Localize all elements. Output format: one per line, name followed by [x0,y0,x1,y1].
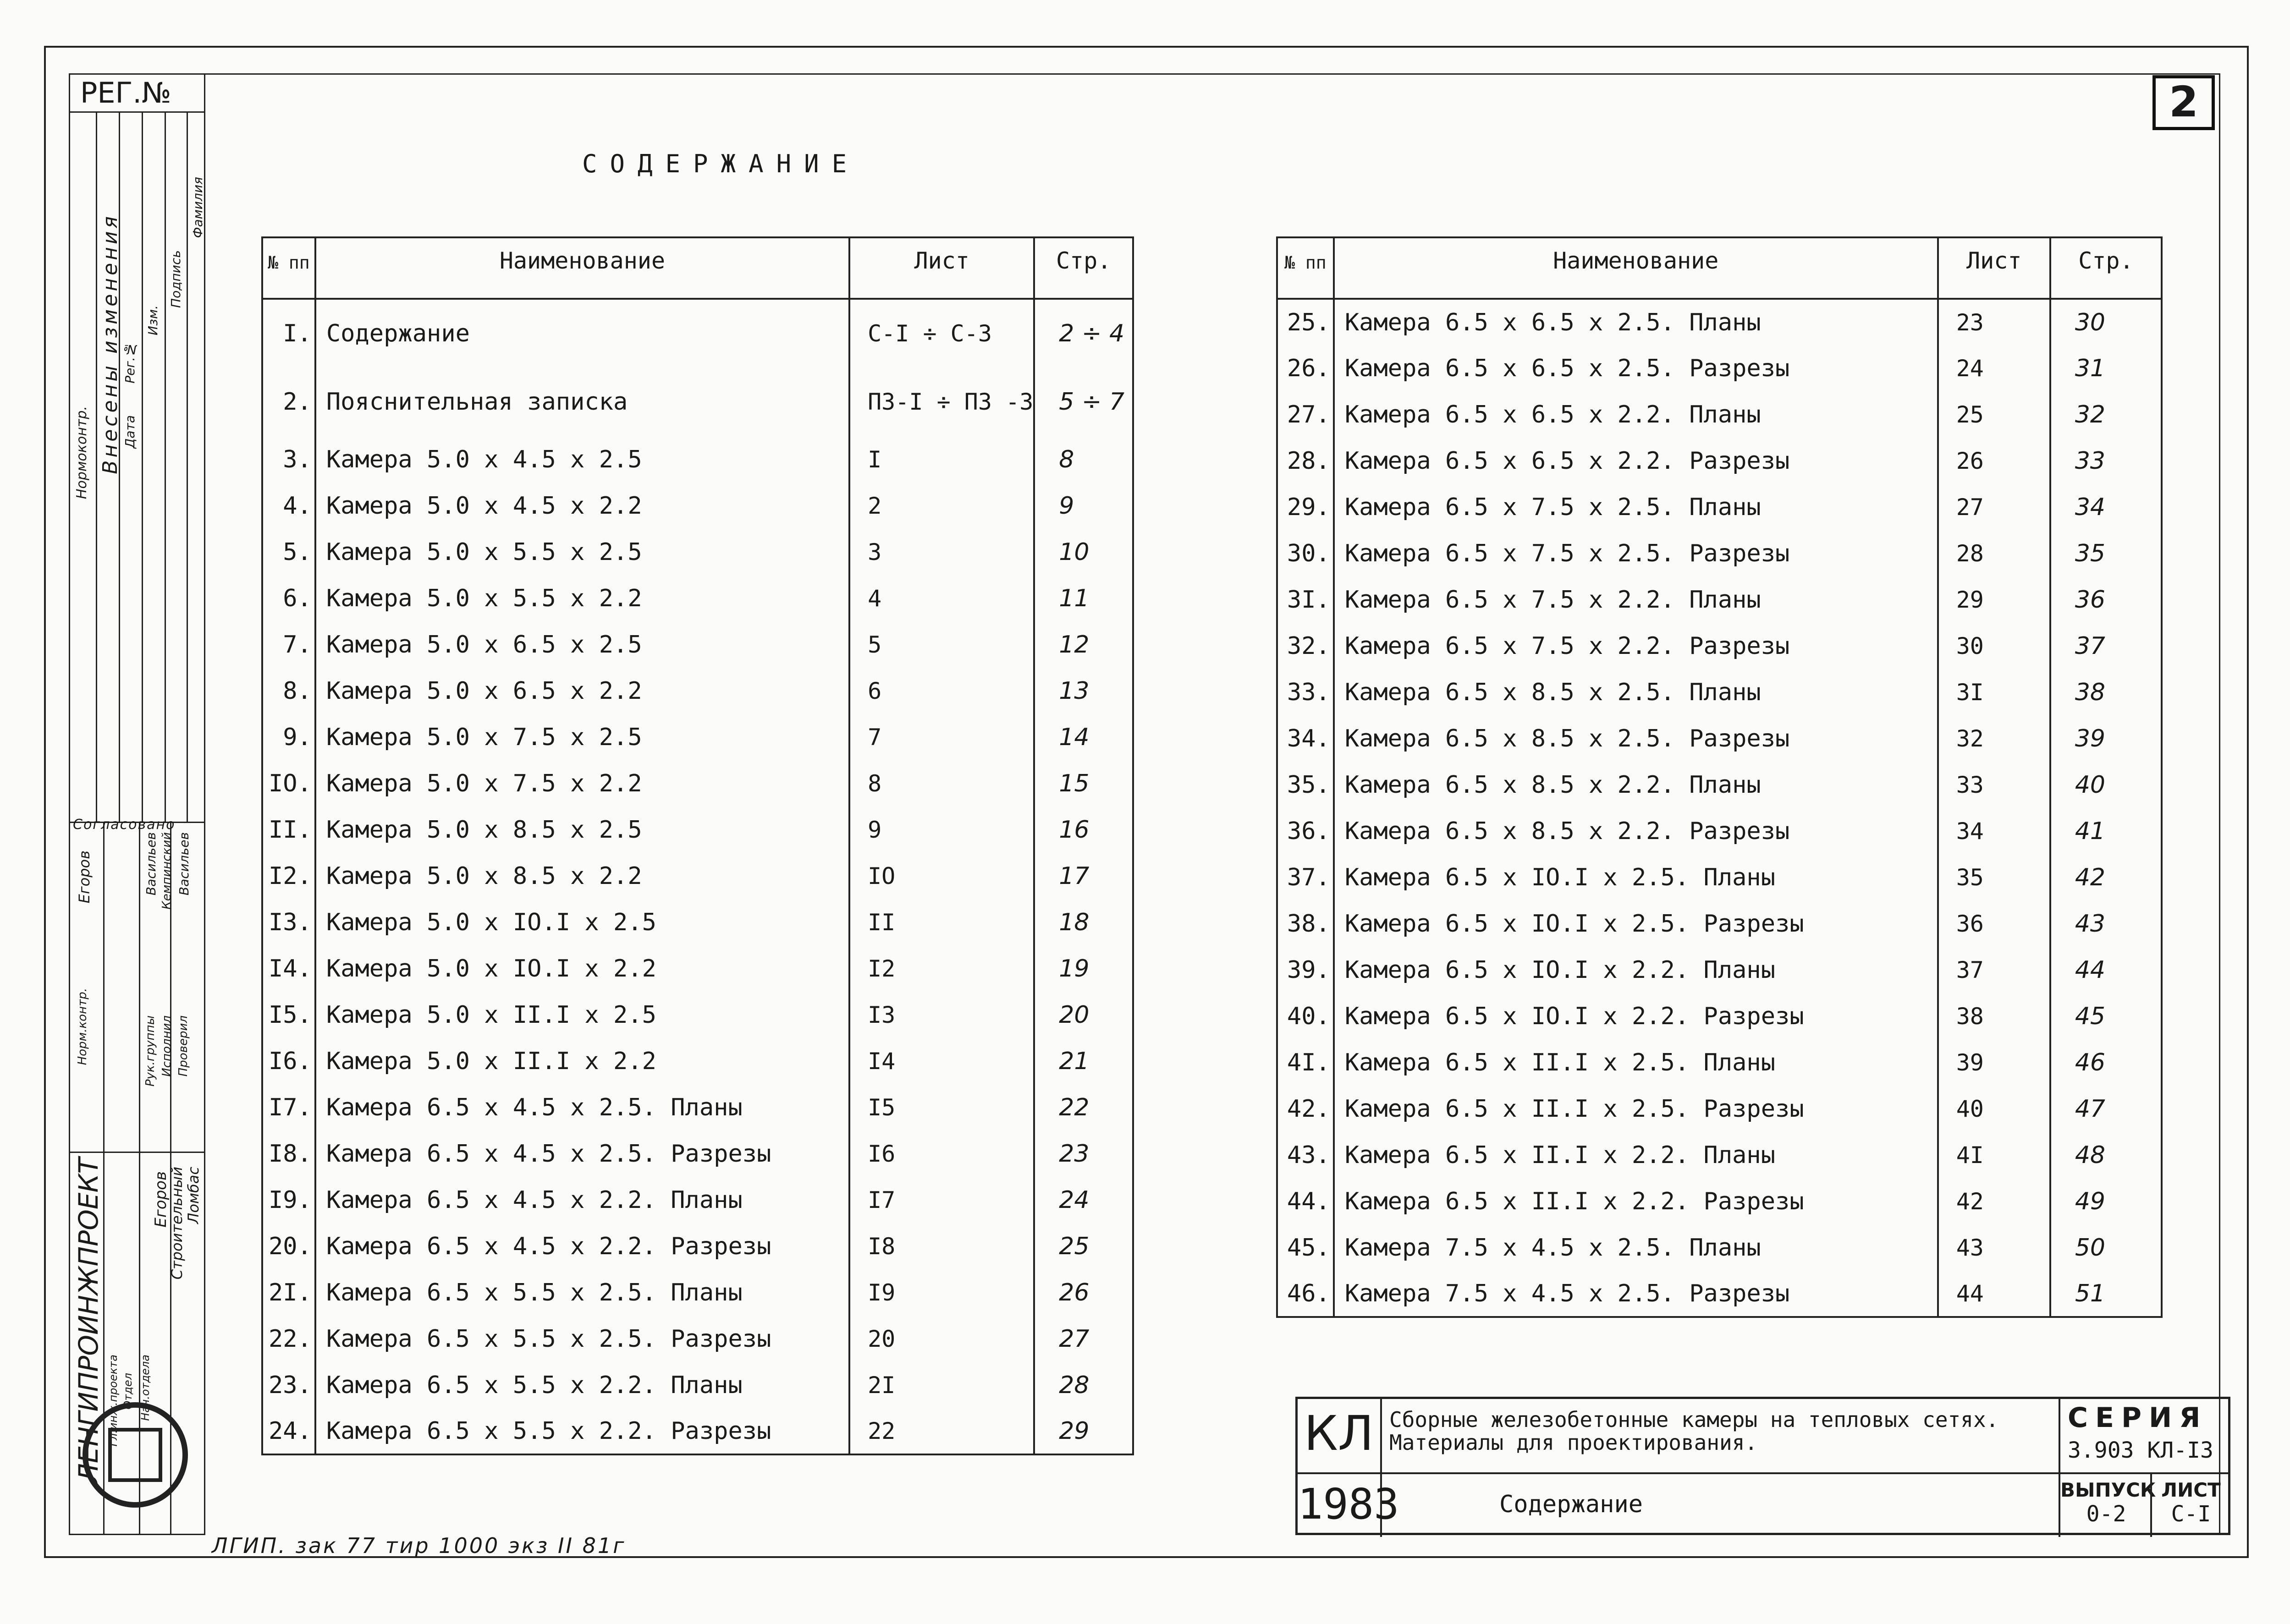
toc-row-name: Пояснительная записка [315,368,849,436]
toc-row-sheet: I3 [849,992,1034,1038]
toc-row-page: 20 [1034,992,1133,1038]
toc-row-name: Камера 6.5 х IO.I х 2.5. Разрезы [1334,900,1938,947]
toc-row-number: I2. [262,853,315,899]
toc-row-name: Камера 6.5 х 5.5 х 2.2. Планы [315,1362,849,1408]
toc-row-page: 28 [1034,1362,1133,1408]
approval-box [69,817,205,1153]
toc-row-number: I3. [262,899,315,945]
header-num: № пп [262,237,315,299]
toc-row-number: 9. [262,714,315,760]
toc-row-sheet: I7 [849,1177,1034,1223]
toc-row-name: Камера 5.0 х 4.5 х 2.5 [315,436,849,483]
toc-row-page: 19 [1034,945,1133,992]
toc-row-number: I5. [262,992,315,1038]
toc-row-page: 8 [1034,436,1133,483]
toc-row [262,1130,1133,1177]
toc-right-body [1277,299,2162,1317]
toc-row-number: 43. [1277,1132,1334,1178]
toc-row-sheet: 24 [1938,345,2050,391]
toc-row-sheet: I9 [849,1269,1034,1316]
toc-row-number: 4I. [1277,1039,1334,1086]
dept-value-0: Егоров [152,1171,170,1228]
sheet-value: С-I [2171,1501,2211,1527]
toc-row-name: Камера 6.5 х 6.5 х 2.5. Планы [1334,299,1938,345]
toc-row [1277,669,2162,715]
toc-row-number: I4. [262,945,315,992]
toc-row-name: Камера 6.5 х 7.5 х 2.5. Разрезы [1334,530,1938,576]
toc-row-name: Камера 6.5 х 5.5 х 2.5. Разрезы [315,1316,849,1362]
organization-logo [83,1402,188,1508]
toc-row-sheet: 2I [849,1362,1034,1408]
toc-row-name: Камера 6.5 х 8.5 х 2.2. Планы [1334,762,1938,808]
toc-row-number: 39. [1277,947,1334,993]
title-block [1295,1397,2230,1535]
toc-row-name: Камера 6.5 х II.I х 2.2. Планы [1334,1132,1938,1178]
toc-row-sheet: 32 [1938,715,2050,762]
toc-row-page: 5 ÷ 7 [1034,368,1133,436]
toc-row-number: 33. [1277,669,1334,715]
toc-row-sheet: 3I [1938,669,2050,715]
org-name: ЛЕНГИПРОИНЖПРОЕКТ [73,1158,104,1483]
toc-row-page: 35 [2050,530,2162,576]
toc-row-page: 27 [1034,1316,1133,1362]
toc-row-page: 9 [1034,483,1133,529]
toc-row [1277,345,2162,391]
toc-row-number: 30. [1277,530,1334,576]
toc-row-name: Камера 6.5 х 5.5 х 2.5. Планы [315,1269,849,1316]
series-label: СЕРИЯ [2068,1402,2208,1434]
sheet-number: 2 [2152,75,2215,130]
toc-row-name: Камера 6.5 х 4.5 х 2.5. Планы [315,1084,849,1130]
toc-row [1277,1086,2162,1132]
toc-row-page: 23 [1034,1130,1133,1177]
toc-row [262,1038,1133,1084]
toc-row-sheet: 2 [849,483,1034,529]
approvals-role-2: Исполнил [160,1015,174,1077]
toc-row-page: 26 [1034,1269,1133,1316]
toc-row-sheet: 26 [1938,438,2050,484]
header-page: Стр. [2050,237,2162,299]
toc-row [262,714,1133,760]
toc-row-number: 40. [1277,993,1334,1039]
toc-row-page: 33 [2050,438,2162,484]
toc-row [1277,762,2162,808]
reg-label: РЕГ.№ [69,73,205,113]
toc-row-name: Камера 5.0 х 6.5 х 2.5 [315,621,849,668]
toc-row-name: Камера 5.0 х 4.5 х 2.2 [315,483,849,529]
page-title: СОДЕРЖАНИЕ [582,149,860,178]
toc-row-sheet: I [849,436,1034,483]
approvals-role-3: Проверил [176,1015,190,1077]
toc-row-page: 51 [2050,1271,2162,1317]
toc-row-sheet: 44 [1938,1271,2050,1317]
toc-row-number: 37. [1277,854,1334,900]
toc-row [262,529,1133,575]
changes-col-signature: Подпись [168,250,183,308]
issue-label: ВЫПУСК [2060,1479,2156,1501]
toc-row-page: 21 [1034,1038,1133,1084]
toc-row-name: Камера 5.0 х 7.5 х 2.5 [315,714,849,760]
toc-row-page: 49 [2050,1178,2162,1224]
toc-row-number: I. [262,299,315,368]
approvals-role-1: Рук.группы [143,1015,157,1087]
toc-row-page: 2 ÷ 4 [1034,299,1133,368]
toc-row-name: Камера 5.0 х 7.5 х 2.2 [315,760,849,807]
toc-row-name: Содержание [315,299,849,368]
toc-row-name: Камера 6.5 х 5.5 х 2.2. Разрезы [315,1408,849,1454]
toc-row [262,436,1133,483]
changes-box [69,113,205,823]
toc-row-page: 36 [2050,576,2162,623]
toc-row-sheet: 42 [1938,1178,2050,1224]
toc-row [262,1362,1133,1408]
toc-row [262,483,1133,529]
title-block-code: КЛ [1298,1399,1382,1472]
toc-row-page: 10 [1034,529,1133,575]
toc-row-name: Камера 6.5 х 8.5 х 2.2. Разрезы [1334,808,1938,854]
toc-row [1277,808,2162,854]
toc-row-sheet: 3 [849,529,1034,575]
toc-row [262,1408,1133,1454]
toc-row-sheet: I2 [849,945,1034,992]
toc-row-page: 44 [2050,947,2162,993]
toc-row [262,760,1133,807]
toc-row-sheet: ПЗ-I ÷ ПЗ -3 [849,368,1034,436]
toc-row [262,1177,1133,1223]
toc-row-page: 50 [2050,1224,2162,1271]
toc-row-name: Камера 6.5 х IO.I х 2.2. Разрезы [1334,993,1938,1039]
toc-row-number: 23. [262,1362,315,1408]
toc-row-sheet: 39 [1938,1039,2050,1086]
toc-row-sheet: С-I ÷ С-3 [849,299,1034,368]
toc-row-page: 22 [1034,1084,1133,1130]
toc-row-page: 30 [2050,299,2162,345]
toc-row [1277,438,2162,484]
toc-row [262,1316,1133,1362]
toc-row-name: Камера 7.5 х 4.5 х 2.5. Разрезы [1334,1271,1938,1317]
toc-row-number: 3. [262,436,315,483]
toc-row [262,1084,1133,1130]
toc-row-sheet: I4 [849,1038,1034,1084]
toc-row-sheet: 25 [1938,391,2050,438]
toc-row-sheet: 4 [849,575,1034,621]
toc-left-body [262,299,1133,1454]
toc-row-number: II. [262,807,315,853]
header-name: Наименование [315,237,849,299]
series-code: 3.903 КЛ-I3 [2068,1437,2213,1463]
approvals-role-0: Норм.контр. [76,988,89,1065]
toc-row-page: 14 [1034,714,1133,760]
toc-row-number: 28. [1277,438,1334,484]
toc-row [1277,1271,2162,1317]
toc-row-sheet: 43 [1938,1224,2050,1271]
toc-row-number: 36. [1277,808,1334,854]
toc-row-name: Камера 6.5 х IO.I х 2.5. Планы [1334,854,1938,900]
norm-control-label: Нормоконтр. [74,406,90,499]
toc-row-sheet: 40 [1938,1086,2050,1132]
toc-row-name: Камера 6.5 х 6.5 х 2.2. Планы [1334,391,1938,438]
toc-row [262,299,1133,368]
header-name: Наименование [1334,237,1938,299]
toc-table-left [261,236,1134,1455]
toc-row-page: 11 [1034,575,1133,621]
toc-row [1277,993,2162,1039]
toc-row-number: 27. [1277,391,1334,438]
toc-row-sheet: 35 [1938,854,2050,900]
toc-row-sheet: 20 [849,1316,1034,1362]
toc-row-name: Камера 6.5 х 7.5 х 2.5. Планы [1334,484,1938,530]
side-strip [69,73,206,1535]
toc-row-page: 18 [1034,899,1133,945]
toc-row-sheet: I6 [849,1130,1034,1177]
toc-row-page: 39 [2050,715,2162,762]
toc-row-page: 46 [2050,1039,2162,1086]
toc-row-name: Камера 6.5 х 6.5 х 2.2. Разрезы [1334,438,1938,484]
toc-row-sheet: 23 [1938,299,2050,345]
dept-role-2: Нач.отдела [139,1355,152,1421]
title-block-year: 1983 [1298,1472,1382,1537]
toc-row-number: 2. [262,368,315,436]
toc-row-page: 25 [1034,1223,1133,1269]
approvals-name-1: Васильев [143,832,159,896]
dept-value-1: Строительный [168,1167,186,1280]
toc-row [262,899,1133,945]
toc-row-name: Камера 5.0 х 5.5 х 2.5 [315,529,849,575]
toc-row-page: 38 [2050,669,2162,715]
toc-row-number: 26. [1277,345,1334,391]
toc-row-name: Камера 5.0 х 5.5 х 2.2 [315,575,849,621]
toc-row-name: Камера 6.5 х 8.5 х 2.5. Разрезы [1334,715,1938,762]
toc-row-name: Камера 7.5 х 4.5 х 2.5. Планы [1334,1224,1938,1271]
header-page: Стр. [1034,237,1133,299]
issue-value: 0-2 [2086,1501,2126,1527]
toc-row [1277,1132,2162,1178]
toc-row-sheet: 9 [849,807,1034,853]
title-block-description: Сборные железобетонные камеры на тепловых сетях. Материалы для проектирования. [1389,1407,1999,1455]
toc-row-page: 15 [1034,760,1133,807]
toc-row-number: I9. [262,1177,315,1223]
toc-row-number: 5. [262,529,315,575]
sheet-label: ЛИСТ [2161,1479,2221,1501]
toc-row [1277,947,2162,993]
title-block-issue [2059,1472,2156,1537]
toc-row-number: I6. [262,1038,315,1084]
toc-row [262,807,1133,853]
toc-row-name: Камера 5.0 х IO.I х 2.2 [315,945,849,992]
changes-heading: Внесены изменения [99,214,122,474]
toc-row-number: I7. [262,1084,315,1130]
toc-row-number: 8. [262,668,315,714]
toc-row-name: Камера 6.5 х 6.5 х 2.5. Разрезы [1334,345,1938,391]
toc-row [262,853,1133,899]
toc-row-number: 2I. [262,1269,315,1316]
changes-col-change: Изм. [145,305,160,335]
toc-row-number: 4. [262,483,315,529]
toc-row [262,1269,1133,1316]
toc-row-page: 43 [2050,900,2162,947]
approved-label: Согласовано [73,817,176,833]
toc-row-page: 45 [2050,993,2162,1039]
title-block-sheet [2150,1472,2230,1537]
toc-row [1277,623,2162,669]
toc-row-name: Камера 5.0 х II.I х 2.2 [315,1038,849,1084]
toc-row-number: 6. [262,575,315,621]
toc-row-page: 47 [2050,1086,2162,1132]
dept-value-2: Ломбас [185,1167,202,1224]
toc-row [262,992,1133,1038]
toc-row [262,668,1133,714]
toc-row [262,1223,1133,1269]
toc-row-sheet: 7 [849,714,1034,760]
toc-row-name: Камера 5.0 х IO.I х 2.5 [315,899,849,945]
toc-row-sheet: 5 [849,621,1034,668]
toc-row-name: Камера 5.0 х II.I х 2.5 [315,992,849,1038]
toc-row-sheet: I5 [849,1084,1034,1130]
toc-row-number: 45. [1277,1224,1334,1271]
toc-row-sheet: 4I [1938,1132,2050,1178]
toc-row-page: 31 [2050,345,2162,391]
dept-role-1: Отдел [121,1373,134,1410]
toc-row-sheet: 33 [1938,762,2050,808]
approvals-name-3: Васильев [176,832,192,896]
toc-row [262,945,1133,992]
toc-row-number: 38. [1277,900,1334,947]
toc-row-page: 12 [1034,621,1133,668]
toc-row-sheet: I8 [849,1223,1034,1269]
toc-table-right [1276,236,2163,1318]
toc-row-name: Камера 6.5 х II.I х 2.5. Планы [1334,1039,1938,1086]
toc-row-page: 24 [1034,1177,1133,1223]
toc-row-sheet: 34 [1938,808,2050,854]
toc-row-page: 32 [2050,391,2162,438]
toc-row-page: 37 [2050,623,2162,669]
toc-row-name: Камера 6.5 х II.I х 2.2. Разрезы [1334,1178,1938,1224]
toc-row-page: 34 [2050,484,2162,530]
toc-row-name: Камера 5.0 х 8.5 х 2.5 [315,807,849,853]
changes-col-date: Дата [122,415,138,449]
approvals-name-2: Кемпинский [160,832,174,910]
toc-row-sheet: 37 [1938,947,2050,993]
toc-row-number: 20. [262,1223,315,1269]
toc-row-number: 32. [1277,623,1334,669]
toc-row [262,368,1133,436]
toc-row [1277,299,2162,345]
toc-row-page: 40 [2050,762,2162,808]
toc-row-sheet: 38 [1938,993,2050,1039]
toc-row-page: 17 [1034,853,1133,899]
toc-row-number: 22. [262,1316,315,1362]
dept-role-0: Гл.инж.проекта [107,1355,120,1447]
toc-row [1277,1224,2162,1271]
toc-row-number: 42. [1277,1086,1334,1132]
title-block-series [2059,1399,2230,1472]
toc-row [1277,576,2162,623]
toc-row-number: 25. [1277,299,1334,345]
toc-row-name: Камера 6.5 х 8.5 х 2.5. Планы [1334,669,1938,715]
header-sheet: Лист [1938,237,2050,299]
toc-row [262,621,1133,668]
toc-row [1277,715,2162,762]
toc-row-sheet: 30 [1938,623,2050,669]
toc-row-number: I8. [262,1130,315,1177]
toc-row-sheet: 8 [849,760,1034,807]
approvals-name-0: Егоров [76,850,93,904]
toc-row-number: 7. [262,621,315,668]
toc-row-name: Камера 6.5 х IO.I х 2.2. Планы [1334,947,1938,993]
toc-row-number: 3I. [1277,576,1334,623]
toc-row-name: Камера 6.5 х 4.5 х 2.5. Разрезы [315,1130,849,1177]
toc-row-page: 29 [1034,1408,1133,1454]
toc-row-number: 34. [1277,715,1334,762]
changes-col-surname: Фамилия [190,177,205,238]
toc-row [1277,484,2162,530]
toc-row-number: IO. [262,760,315,807]
header-num: № пп [1277,237,1334,299]
changes-col-reg: Рег.№ [122,342,138,384]
toc-row-sheet: 29 [1938,576,2050,623]
header-sheet: Лист [849,237,1034,299]
toc-row-sheet: 6 [849,668,1034,714]
toc-row-name: Камера 6.5 х 4.5 х 2.2. Планы [315,1177,849,1223]
toc-row-page: 13 [1034,668,1133,714]
toc-row [1277,391,2162,438]
toc-row-sheet: 36 [1938,900,2050,947]
toc-row [1277,854,2162,900]
toc-row-page: 48 [2050,1132,2162,1178]
toc-row-number: 29. [1277,484,1334,530]
toc-row-number: 35. [1277,762,1334,808]
toc-row [1277,530,2162,576]
toc-row [1277,1178,2162,1224]
toc-row-sheet: 28 [1938,530,2050,576]
toc-row-sheet: IO [849,853,1034,899]
toc-row-name: Камера 6.5 х 4.5 х 2.2. Разрезы [315,1223,849,1269]
toc-row-sheet: 27 [1938,484,2050,530]
toc-row-sheet: 22 [849,1408,1034,1454]
toc-row-sheet: II [849,899,1034,945]
toc-row-number: 44. [1277,1178,1334,1224]
toc-row-page: 41 [2050,808,2162,854]
title-block-sheet-name: Содержание [1499,1491,1643,1518]
toc-row-number: 46. [1277,1271,1334,1317]
toc-row [262,575,1133,621]
toc-row-name: Камера 5.0 х 6.5 х 2.2 [315,668,849,714]
toc-row-page: 16 [1034,807,1133,853]
toc-row-page: 42 [2050,854,2162,900]
toc-row-name: Камера 6.5 х II.I х 2.5. Разрезы [1334,1086,1938,1132]
toc-row-name: Камера 5.0 х 8.5 х 2.2 [315,853,849,899]
toc-row [1277,1039,2162,1086]
toc-row-name: Камера 6.5 х 7.5 х 2.2. Планы [1334,576,1938,623]
print-note: ЛГИП. зак 77 тир 1000 экз II 81г [212,1533,626,1558]
toc-row-name: Камера 6.5 х 7.5 х 2.2. Разрезы [1334,623,1938,669]
toc-row-number: 24. [262,1408,315,1454]
toc-row [1277,900,2162,947]
